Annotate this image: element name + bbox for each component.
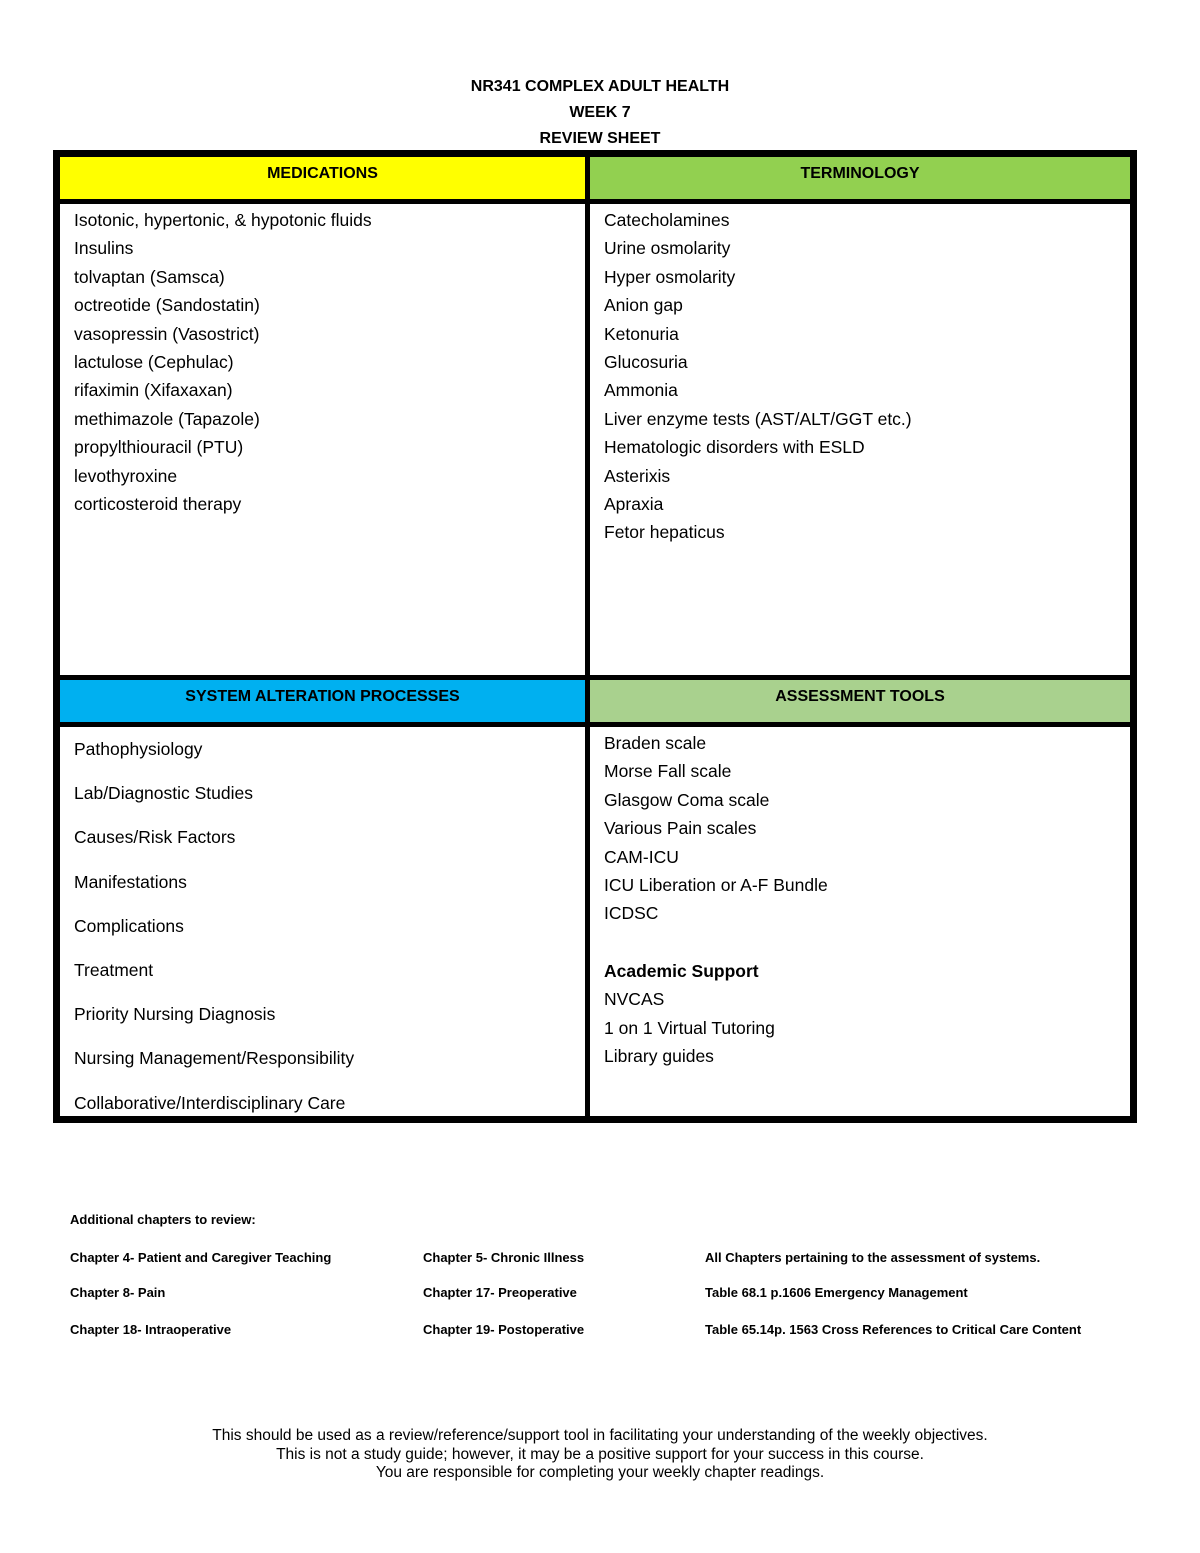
chapter-ref: Chapter 4- Patient and Caregiver Teaching — [70, 1250, 332, 1265]
week-label: WEEK 7 — [569, 104, 631, 121]
tool-item: Various Pain scales — [604, 818, 757, 839]
term-item: Asterixis — [604, 465, 671, 486]
footer-line: You are responsible for completing your weekly chapter readings. — [375, 1464, 825, 1481]
medication-item: octreotide (Sandostatin) — [74, 295, 260, 316]
system-alteration-header — [57, 677, 588, 725]
chapter-ref: Chapter 19- Postoperative — [423, 1322, 585, 1337]
process-item: Causes/Risk Factors — [74, 827, 236, 848]
assessment-tools-heading: ASSESSMENT TOOLS — [775, 688, 945, 705]
process-item: Lab/Diagnostic Studies — [74, 783, 253, 804]
terminology-list — [604, 206, 1116, 547]
medication-item: tolvaptan (Samsca) — [74, 266, 225, 287]
academic-support-heading: Academic Support — [604, 960, 759, 981]
chapter-ref: Chapter 17- Preoperative — [423, 1285, 577, 1300]
term-item: Hematologic disorders with ESLD — [604, 437, 865, 458]
sheet-label: REVIEW SHEET — [539, 130, 661, 147]
tool-item: Morse Fall scale — [604, 761, 732, 782]
course-title: NR341 COMPLEX ADULT HEALTH — [470, 78, 730, 95]
medication-item: Isotonic, hypertonic, & hypotonic fluids — [74, 210, 372, 230]
document-title — [0, 74, 1200, 152]
support-item: 1 on 1 Virtual Tutoring — [604, 1017, 775, 1038]
process-item: Pathophysiology — [74, 739, 203, 759]
chapter-ref: Table 65.14p. 1563 Cross References to Critical Care Content — [705, 1322, 1082, 1337]
medication-item: levothyroxine — [74, 465, 178, 486]
process-item: Collaborative/Interdisciplinary Care — [74, 1092, 346, 1113]
footer-line: This should be used as a review/reference/support tool in facilitating your understanding of the weekly objectives. — [212, 1427, 988, 1444]
term-item: Hyper osmolarity — [604, 266, 736, 287]
medication-item: Insulins — [74, 238, 134, 259]
term-item: Glucosuria — [604, 352, 688, 373]
support-item: Library guides — [604, 1046, 714, 1067]
medications-header — [57, 154, 588, 202]
term-item: Liver enzyme tests (AST/ALT/GGT etc.) — [604, 408, 912, 429]
system-alteration-list — [74, 727, 571, 1125]
chapter-ref: Chapter 5- Chronic Illness — [423, 1250, 585, 1265]
term-item: Anion gap — [604, 295, 683, 316]
medications-heading: MEDICATIONS — [267, 165, 378, 182]
footer-line: This is not a study guide; however, it may be a positive support for your success in this course. — [276, 1445, 924, 1463]
assessment-tools-header — [587, 677, 1133, 725]
term-item: Catecholamines — [604, 210, 730, 230]
medication-item: corticosteroid therapy — [74, 494, 242, 515]
process-item: Nursing Management/Responsibility — [74, 1048, 355, 1069]
tool-item: CAM-ICU — [604, 846, 679, 867]
system-alteration-heading: SYSTEM ALTERATION PROCESSES — [185, 688, 460, 705]
medication-item: lactulose (Cephulac) — [74, 352, 234, 373]
review-table — [53, 150, 1137, 1123]
terminology-heading: TERMINOLOGY — [800, 165, 920, 182]
term-item: Urine osmolarity — [604, 238, 731, 259]
chapter-ref: All Chapters pertaining to the assessment of systems. — [705, 1250, 1041, 1265]
tool-item: ICU Liberation or A-F Bundle — [604, 875, 828, 896]
tool-item: ICDSC — [604, 903, 659, 924]
footer-note — [0, 1427, 1200, 1483]
medication-item: propylthiouracil (PTU) — [74, 437, 244, 458]
medication-item: vasopressin (Vasostrict) — [74, 323, 260, 344]
terminology-cell — [587, 201, 1133, 678]
term-item: Fetor hepaticus — [604, 522, 725, 543]
assessment-tools-list — [604, 729, 1116, 1070]
tool-item: Glasgow Coma scale — [604, 789, 770, 810]
medications-cell — [57, 201, 588, 678]
term-item: Apraxia — [604, 494, 664, 515]
medication-item: rifaximin (Xifaxaxan) — [74, 380, 233, 401]
chapter-ref: Chapter 18- Intraoperative — [70, 1322, 232, 1337]
process-item: Treatment — [74, 960, 154, 981]
tool-item: Braden scale — [604, 733, 707, 753]
system-alteration-cell — [57, 724, 588, 1119]
term-item: Ammonia — [604, 380, 678, 401]
process-item: Complications — [74, 915, 184, 936]
assessment-tools-cell — [587, 724, 1133, 1119]
support-item: NVCAS — [604, 989, 665, 1010]
term-item: Ketonuria — [604, 323, 679, 344]
chapter-ref: Chapter 8- Pain — [70, 1285, 166, 1300]
additional-chapters-heading: Additional chapters to review: — [70, 1212, 256, 1227]
process-item: Manifestations — [74, 871, 187, 892]
terminology-header — [587, 154, 1133, 202]
medication-item: methimazole (Tapazole) — [74, 408, 260, 429]
process-item: Priority Nursing Diagnosis — [74, 1004, 276, 1025]
medications-list — [74, 206, 571, 518]
chapter-ref: Table 68.1 p.1606 Emergency Management — [705, 1285, 968, 1300]
